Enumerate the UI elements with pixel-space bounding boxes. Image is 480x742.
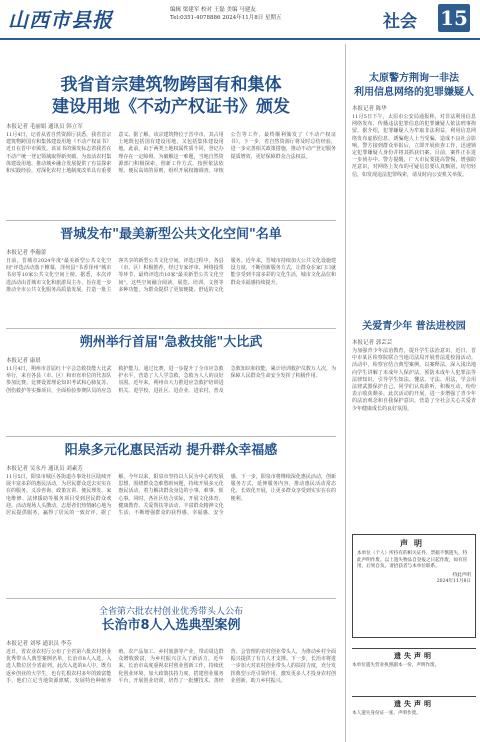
lost-notice-body: 本人遗失身份证一张，声明作废。 (352, 711, 421, 716)
masthead-meta (170, 6, 281, 22)
story-headline: 我省首宗建筑物跨国有和集体 建设用地《不动产权证书》颁发 (52, 75, 290, 117)
story-headline: 阳泉多元化惠民活动 提升群众幸福感 (64, 443, 278, 458)
story-byline: 本报记者 郭芸芸 (352, 340, 393, 346)
story-changzhi-entrepreneurs (6, 604, 336, 738)
divider (6, 220, 336, 221)
story-body: 11月5日，阳泉市城区各街道办事处社区陆续开展丰富多彩的惠民活动，为居民群众送去实实在在的服务。义诊咨询、政策宣讲、便民理发、家电维修、法律援助等服务项目受到居民群众欢迎。活动现场人头攒动，志愿者们热情耐心地为居民提供服务，赢得了居民的一致好评。据了解，今年以来，阳泉市坚持以人民为中心的发展思想，围绕群众急难愁盼问题，持续开展多元化惠民活动，着力解决群众身边的小事、难事、烦心事。同时，各社区结合实际，开展文化体育、健康教育、关爱帮扶等活动，丰富群众精神文化生活，不断增强群众的获得感、幸福感、安全感。下一步，阳泉市将继续深化惠民活动，创新服务方式，延伸服务内容，推动惠民活动常态化、长效化开展，让更多群众享受到实实在在的便利。 (6, 474, 336, 517)
masthead-date: Tel:0351-4078886 2024年11月8日 星期五 (170, 15, 282, 21)
notice-box (352, 534, 476, 638)
story-byline: 本报记者 毛丽娟 通讯员 韩立军 (6, 124, 83, 130)
newspaper-logo: 山西市县报 (8, 8, 113, 32)
main-column (0, 44, 340, 742)
lost-notice-title: 遗失声明 (394, 699, 434, 708)
divider (6, 436, 336, 437)
lost-notice-body: 本单位遗失营业执照副本一份，声明作废。 (352, 663, 440, 668)
page-number: 15 (438, 4, 470, 32)
story-taiyuan-police (352, 72, 476, 312)
section-name: 社会 (383, 12, 417, 32)
story-headline: 长治市8人入选典型案例 (101, 618, 241, 633)
story-body: 日前，晋城市2024年度"最美新型公共文化空间"评选活动落下帷幕，泽州县"书香泽州"城市书房等10家公共文化空间上榜。据悉，本次评选活动由晋城市文化和旅游局主办，旨在进一步推动全市公共文化服务高质量发展，打造一批主客共享的新型公共文化空间。评选过程中，各县（市、区）积极推荐，经过专家评审、网络投票等环节，最终评选出10家"最美新型公共文化空间"。这些空间融合阅读、展览、培训、文创等多种功能，为群众提供了更加便捷、舒适的文化服务。近年来，晋城市持续加大公共文化设施建设力度，不断创新服务方式，让群众在家门口就能享受到丰富多彩的文化生活，城市文化品位和群众幸福感持续提升。 (6, 258, 336, 293)
story-body: 11月5日下午，太原市公安局通报称，对非法利用信息网络发布、传播违法犯罪信息的犯罪嫌疑人依法刑事拘留。据介绍，犯罪嫌疑人为牟取非法利益，利用信息网络发布虚假信息，诱骗他人上当受骗，造成不良社会影响。警方接到群众举报后，立即开展侦查工作，迅速锁定犯罪嫌疑人身份并将其抓获归案。目前，案件正在进一步侦办中。警方提醒，广大市民要提高警惕，增强防范意识，对网络上发布的可疑信息要认真甄别，切勿轻信，如发现违法犯罪线索，请及时向公安机关举报。 (352, 114, 476, 178)
lost-notice-2 (352, 696, 476, 740)
divider (6, 328, 336, 329)
story-headline: 关爱青少年 普法进校园 (362, 321, 466, 332)
lost-notice-title: 遗失声明 (394, 651, 434, 660)
story-headline: 朔州举行首届"急救技能"大比武 (79, 335, 263, 350)
story-yangquan-welfare (6, 442, 336, 592)
story-headline: 太原警方荆询一非法 利用信息网络的犯罪嫌疑人 (354, 73, 474, 98)
story-shuozhou-firstaid (6, 334, 336, 430)
story-byline: 本报记者 康晨 (6, 358, 41, 364)
notice-body: 本单位（个人）所持有的相关证件、票据不慎遗失，特此声明作废。以上遗失物品自登报之日起作废，如有冒用，后果自负。请拾获者与本单位联系。 (357, 551, 468, 569)
side-column (345, 44, 480, 742)
story-jincheng-culture (6, 226, 336, 322)
story-headline: 晋城发布"最美新型公共文化空间"名单 (60, 227, 282, 242)
story-law-campus (352, 320, 476, 526)
story-body: 11月4日，朔州市首届红十字会急救技能大比武举行，来自各县（市、区）和市直单位的代表队参加比赛。比赛设置理论知识考试和心肺复苏、创伤救护等实操项目，全面检验参赛队员的应急救护能力。通过比赛，进一步提升了全市应急救护水平，营造了人人学急救、急救为人人的良好氛围。近年来，朔州市大力推进应急救护培训进机关、进学校、进社区、进企业、进农村，普及急救知识和技能，累计培训救护员数万人次，为保障人民群众生命安全发挥了积极作用。 (6, 366, 336, 394)
masthead (0, 0, 480, 40)
story-byline: 本报记者 李瀚蕾 (6, 250, 47, 256)
story-property-certificate (6, 74, 336, 214)
lost-notice-1 (352, 648, 476, 692)
divider (6, 598, 336, 599)
notice-signature: 特此声明 2024年11月8日 (436, 572, 471, 584)
story-body: 为加强青少年法治教育，提升学生法治意识，近日，晋中市某区检察院联合当地司法局开展普法进校园活动。活动中，检察官结合典型案例，以案释法，深入浅出地向学生讲解了未成年人保护法、预防未成年人犯罪法等法律知识，引导学生知法、懂法、守法、用法，学会用法律武器保护自己。同学们认真聆听，积极互动，纷纷表示收获颇多。此次活动的开展，进一步增强了青少年的法治观念和自我保护意识，营造了全社会关心关爱青少年健康成长的良好氛围。 (352, 348, 476, 412)
story-byline: 本报记者 刘琴 通讯员 李芬 (6, 641, 72, 647)
story-body: 近日，省农业农村厅公布了全省第六批农村创业优秀带头人典型案例名单，长治市8人入选，入选人数位居全省前列。此次入选的8人中，既有返乡创业的大学生，也有扎根农村多年的致富能手，他们立足当地资源禀赋，发展特色种植养殖、农产品加工、乡村旅游等产业，带动周边群众增收致富，为乡村振兴注入了新活力。近年来，长治市高度重视农村创业创新工作，持续优化创业环境，加大政策扶持力度，搭建创业服务平台，开展创业培训，培育了一批懂技术、善经营、会管理的农村创业带头人，为推动乡村全面振兴提供了有力人才支撑。下一步，长治市将进一步加大对农村创业带头人的扶持力度，充分发挥典型示范引领作用，激发更多人才投身农村创业创新，助力乡村振兴。 (6, 649, 336, 684)
masthead-editors: 编辑 梁建军 校对 王磊 美编 马建友 (170, 7, 256, 13)
story-byline: 本报记者 吴永丹 通讯员 刘素芳 (6, 466, 83, 472)
notice-title: 声明 (400, 538, 428, 548)
story-body: 11月4日，记者从省自然资源厅获悉，我省首宗建筑物跨国有和集体建设用地《不动产权证书》近日在晋中市颁发。该证书的颁发标志着我省在不动产统一登记领域取得新突破，为盘活农村集体建设用地、推动城乡融合发展提供了有益探索和实践经验，对深化农村土地制度改革具有重要意义。据了解，该宗建筑物位于晋中市，其占用土地既包括国有建设用地，又包括集体建设用地。此前，由于两类土地权属性质不同，登记办理存在一定障碍。为破解这一难题，当地自然资源部门积极探索，创新工作方式，按照依法依规、便民高效的原则，组织开展权籍调查、审核公告等工作，最终顺利颁发了《不动产权证书》。下一步，省自然资源厅将及时总结经验，进一步完善相关政策措施，推动不动产登记服务提质增效，更好保障群众合法权益。 (6, 132, 336, 175)
story-kicker: 全省第六批农村创业优秀带头人公布 (98, 607, 243, 617)
story-byline: 本报记者 陈华 (352, 106, 387, 112)
